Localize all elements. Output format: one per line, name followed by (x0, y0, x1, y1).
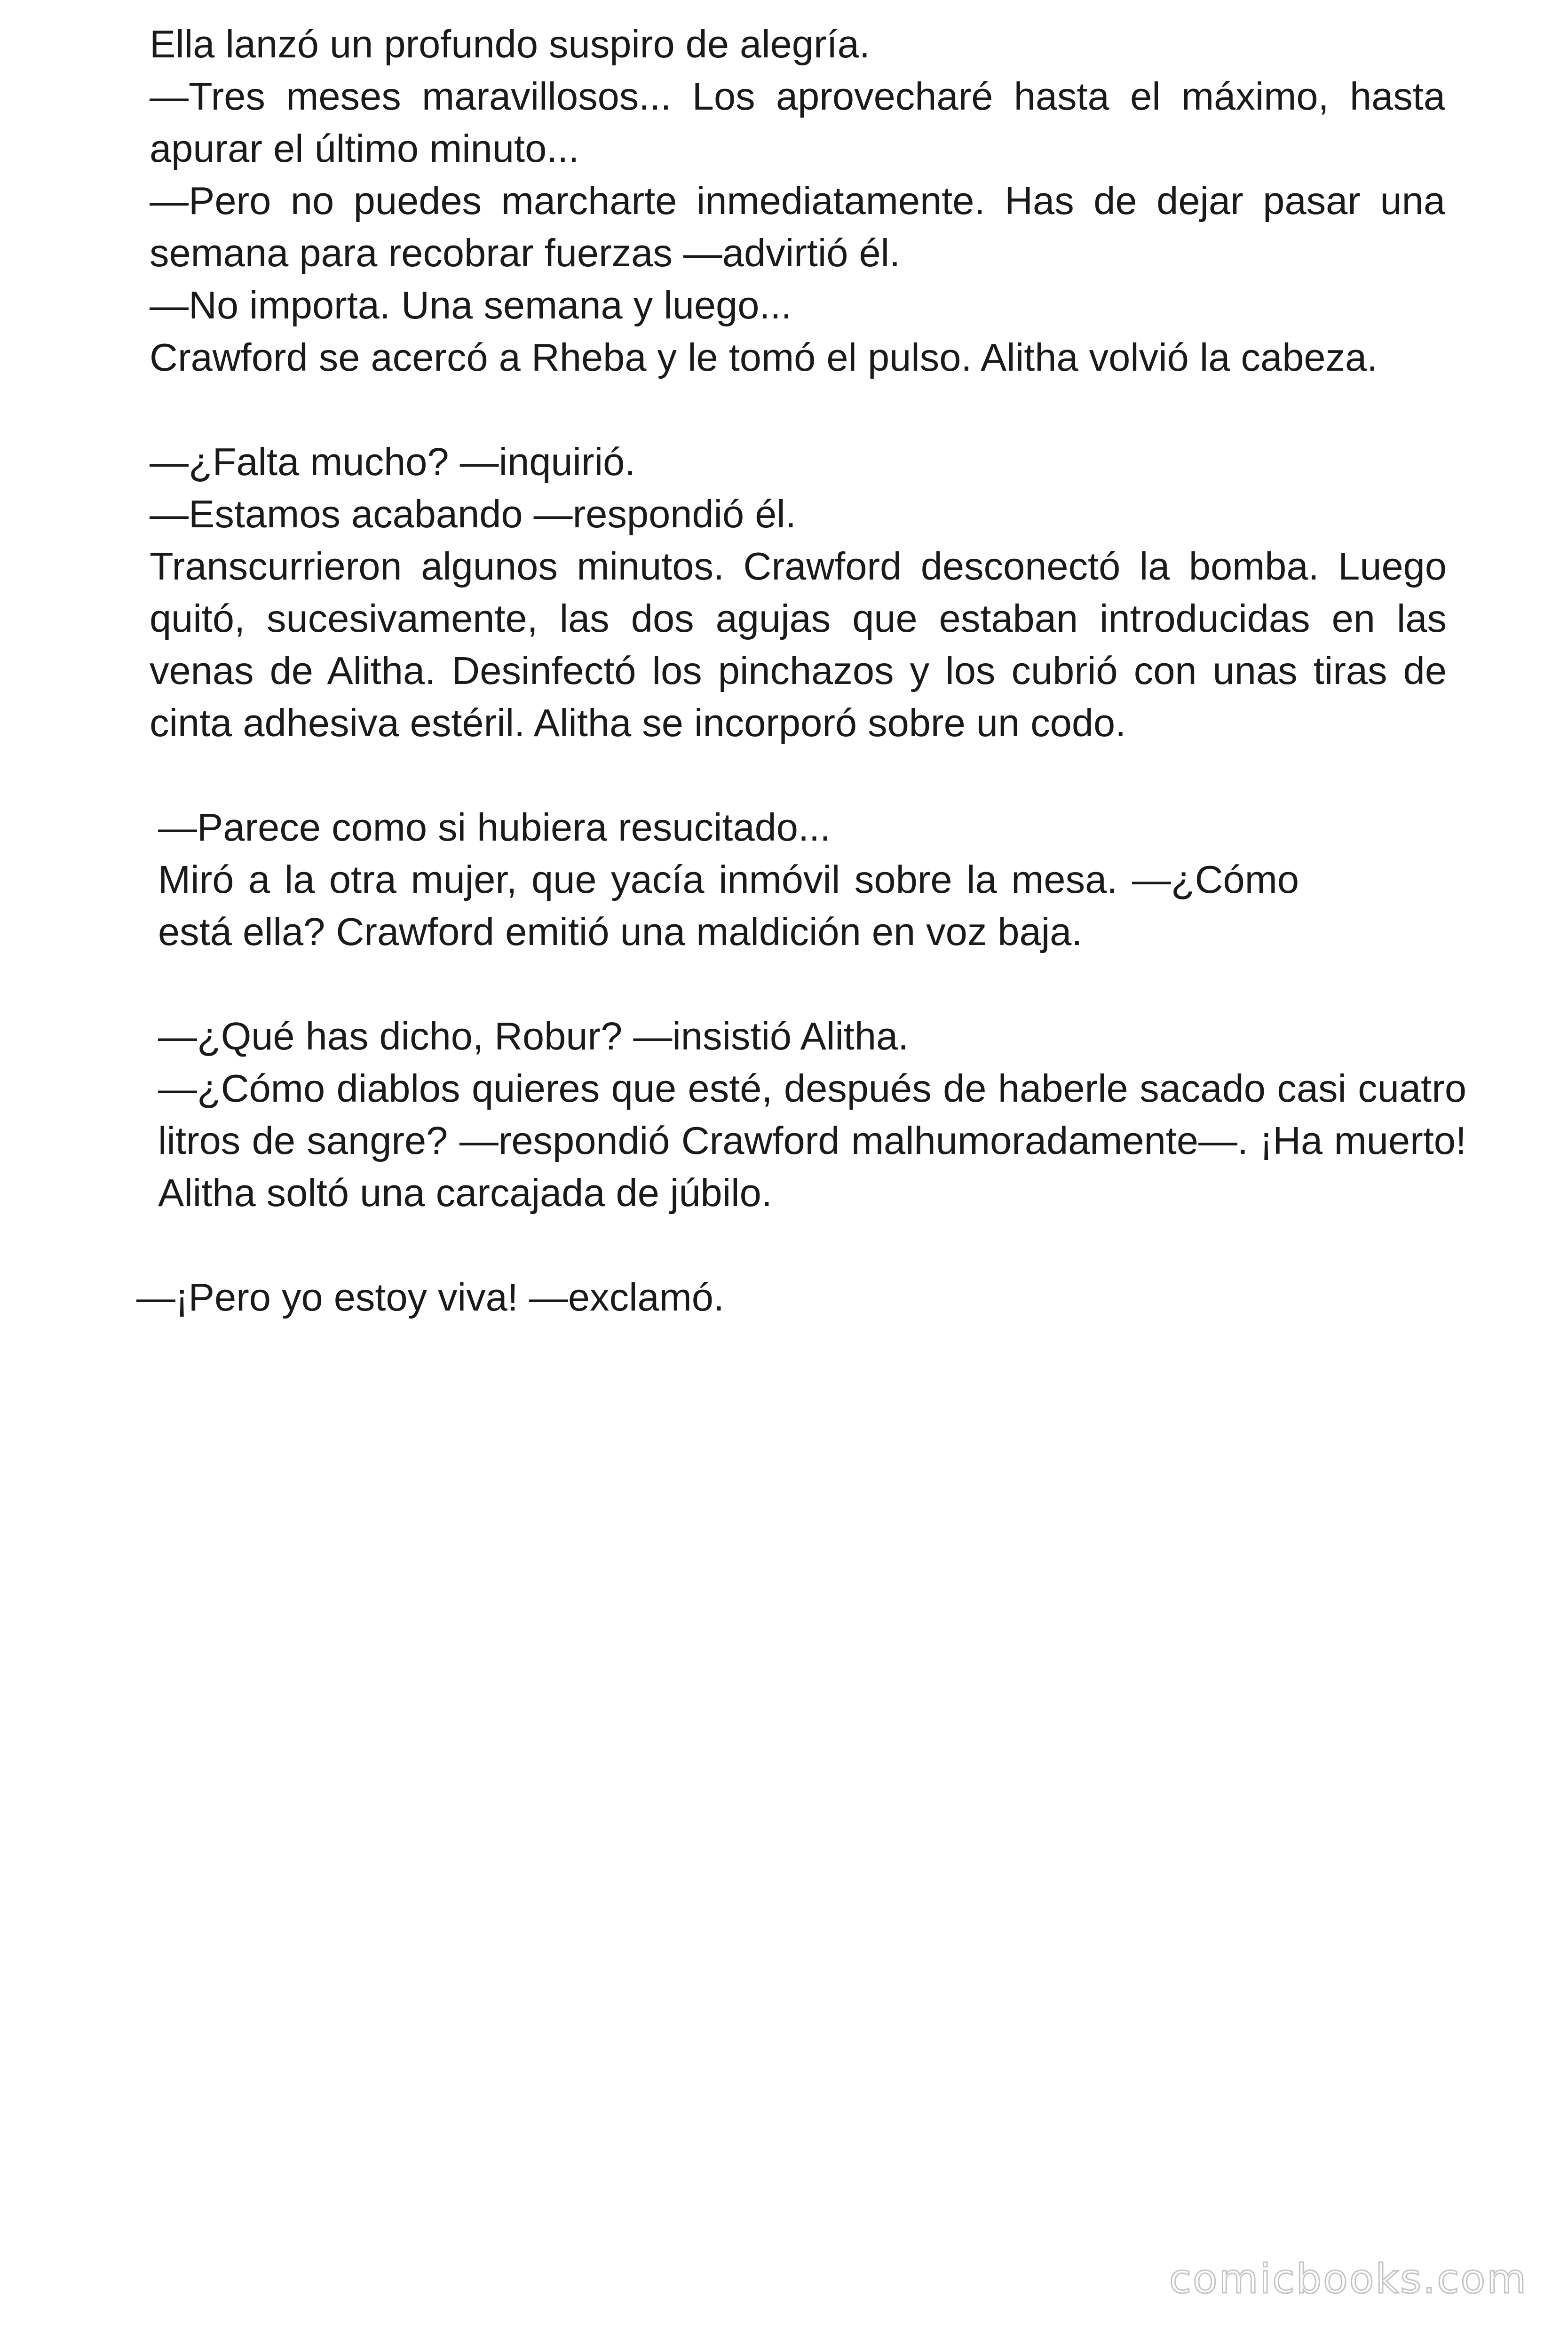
paragraph-falta-mucho: —¿Falta mucho? —inquirió. (150, 440, 636, 484)
paragraph-sigh: Ella lanzó un profundo suspiro de alegría. (150, 22, 870, 66)
paragraph-miro-mujer: Miró a la otra mujer, que yacía inmóvil sobre la mesa. —¿Cómo está ella? Crawford emitió una maldición en voz baja. (158, 858, 1299, 954)
paragraph-como-diablos: —¿Cómo diablos quieres que esté, después de haberle sacado casi cuatro litros de sangre? —respondió Crawford malhumoradamente—. ¡Ha muerto! Alitha soltó una carcajada de júbilo. (158, 1066, 1466, 1215)
watermark-logo: comicbooks.com (1169, 2256, 1528, 2303)
paragraph-cannot-leave: —Pero no puedes marcharte inmediatamente. Has de dejar pasar una semana para recobrar fuerzas —advirtió él. (150, 179, 1445, 275)
paragraph-estoy-viva: —¡Pero yo estoy viva! —exclamó. (136, 1275, 725, 1319)
paragraph-resucitado: —Parece como si hubiera resucitado... (158, 805, 831, 849)
paragraph-robur: —¿Qué has dicho, Robur? —insistió Alitha. (158, 1014, 909, 1058)
paragraph-no-matter: —No importa. Una semana y luego... (150, 283, 792, 327)
paragraph-three-months: —Tres meses maravillosos... Los aprovecharé hasta el máximo, hasta apurar el último minuto... (150, 74, 1445, 170)
paragraph-crawford-pulse: Crawford se acercó a Rheba y le tomó el pulso. Alitha volvió la cabeza. (150, 335, 1378, 379)
paragraph-estamos-acabando: —Estamos acabando —respondió él. (150, 492, 796, 536)
paragraph-transcurrieron: Transcurrieron algunos minutos. Crawford desconectó la bomba. Luego quitó, sucesivamente, las dos agujas que estaban introducidas en las venas de Alitha. Desinfectó los pinchazos y los cubrió con unas tiras de cinta adhesiva estéril. Alitha se incorporó sobre un codo. (150, 544, 1447, 745)
